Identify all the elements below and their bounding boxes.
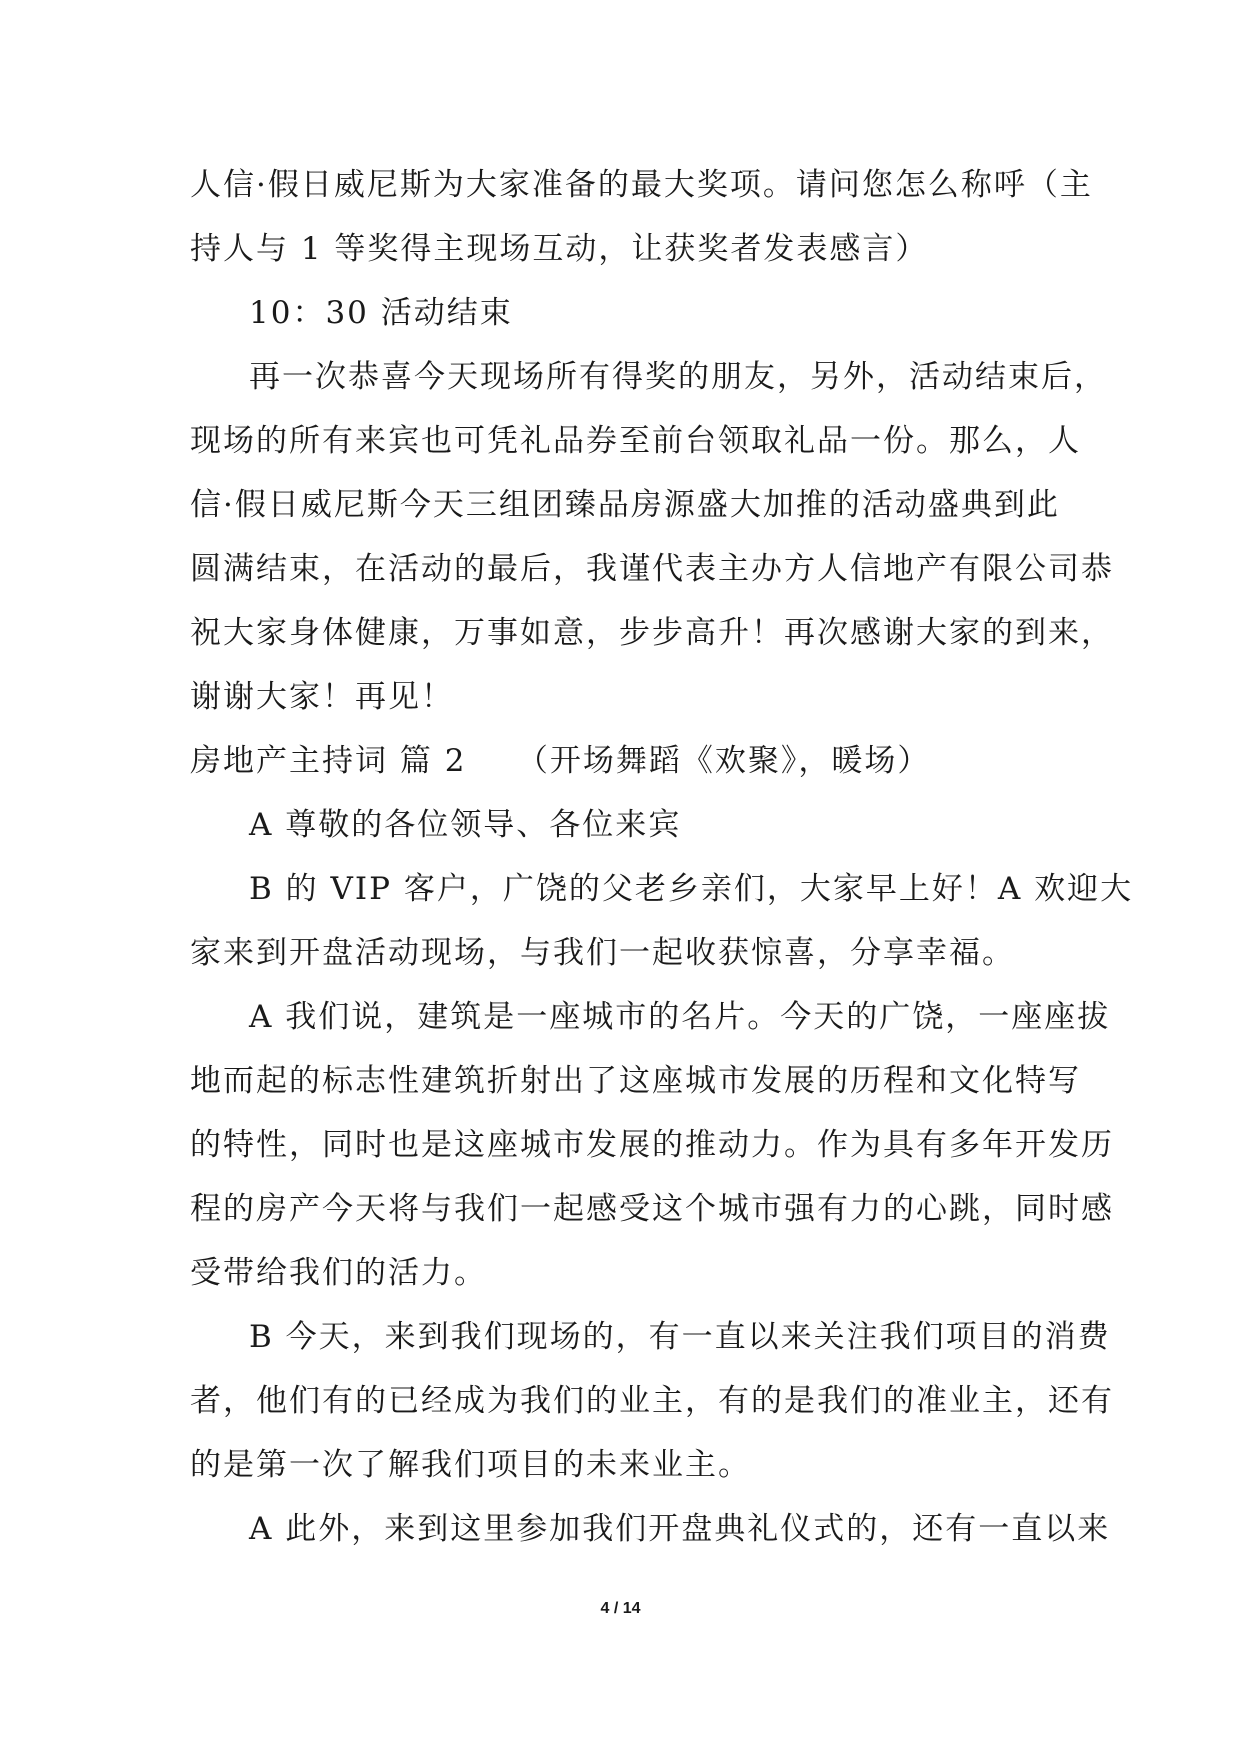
text-line: 人信·假日威尼斯为大家准备的最大奖项。请问您怎么称呼（主 (190, 167, 1093, 203)
time-heading: 10：30 活动结束 (249, 295, 513, 331)
text-line: 者，他们有的已经成为我们的业主，有的是我们的准业主，还有 (190, 1383, 1114, 1419)
text-line: 持人与 1 等奖得主现场互动，让获奖者发表感言） (190, 231, 929, 267)
paragraph-start: 再一次恭喜今天现场所有得奖的朋友，另外，活动结束后， (249, 359, 1107, 395)
text-line: 圆满结束，在活动的最后，我谨代表主办方人信地产有限公司恭 (190, 551, 1114, 587)
text-line: 现场的所有来宾也可凭礼品券至前台领取礼品一份。那么，人 (190, 423, 1081, 459)
paragraph-start: B 的 VIP 客户，广饶的父老乡亲们，大家早上好！A 欢迎大 (249, 871, 1134, 907)
text-line: 地而起的标志性建筑折射出了这座城市发展的历程和文化特写 (190, 1063, 1081, 1099)
text-line: 受带给我们的活力。 (190, 1255, 487, 1291)
page-number: 4 / 14 (600, 1600, 641, 1617)
text-line: 家来到开盘活动现场，与我们一起收获惊喜，分享幸福。 (190, 935, 1015, 971)
text-line: 的是第一次了解我们项目的未来业主。 (190, 1447, 751, 1483)
paragraph-start: B 今天，来到我们现场的，有一直以来关注我们项目的消费 (249, 1319, 1111, 1355)
text-line: 祝大家身体健康，万事如意，步步高升！再次感谢大家的到来， (190, 615, 1114, 651)
text-line: 的特性，同时也是这座城市发展的推动力。作为具有多年开发历 (190, 1127, 1114, 1163)
paragraph-start: A 我们说，建筑是一座城市的名片。今天的广饶，一座座拔 (249, 999, 1111, 1035)
paragraph-start: A 此外，来到这里参加我们开盘典礼仪式的，还有一直以来 (249, 1511, 1111, 1547)
paragraph-start: A 尊敬的各位领导、各位来宾 (249, 807, 682, 843)
text-line: 程的房产今天将与我们一起感受这个城市强有力的心跳，同时感 (190, 1191, 1114, 1227)
text-line: 信·假日威尼斯今天三组团臻品房源盛大加推的活动盛典到此 (190, 487, 1060, 523)
section-heading: 房地产主持词 篇 2 （开场舞蹈《欢聚》，暖场） (190, 743, 931, 779)
text-line: 谢谢大家！再见！ (190, 679, 454, 715)
